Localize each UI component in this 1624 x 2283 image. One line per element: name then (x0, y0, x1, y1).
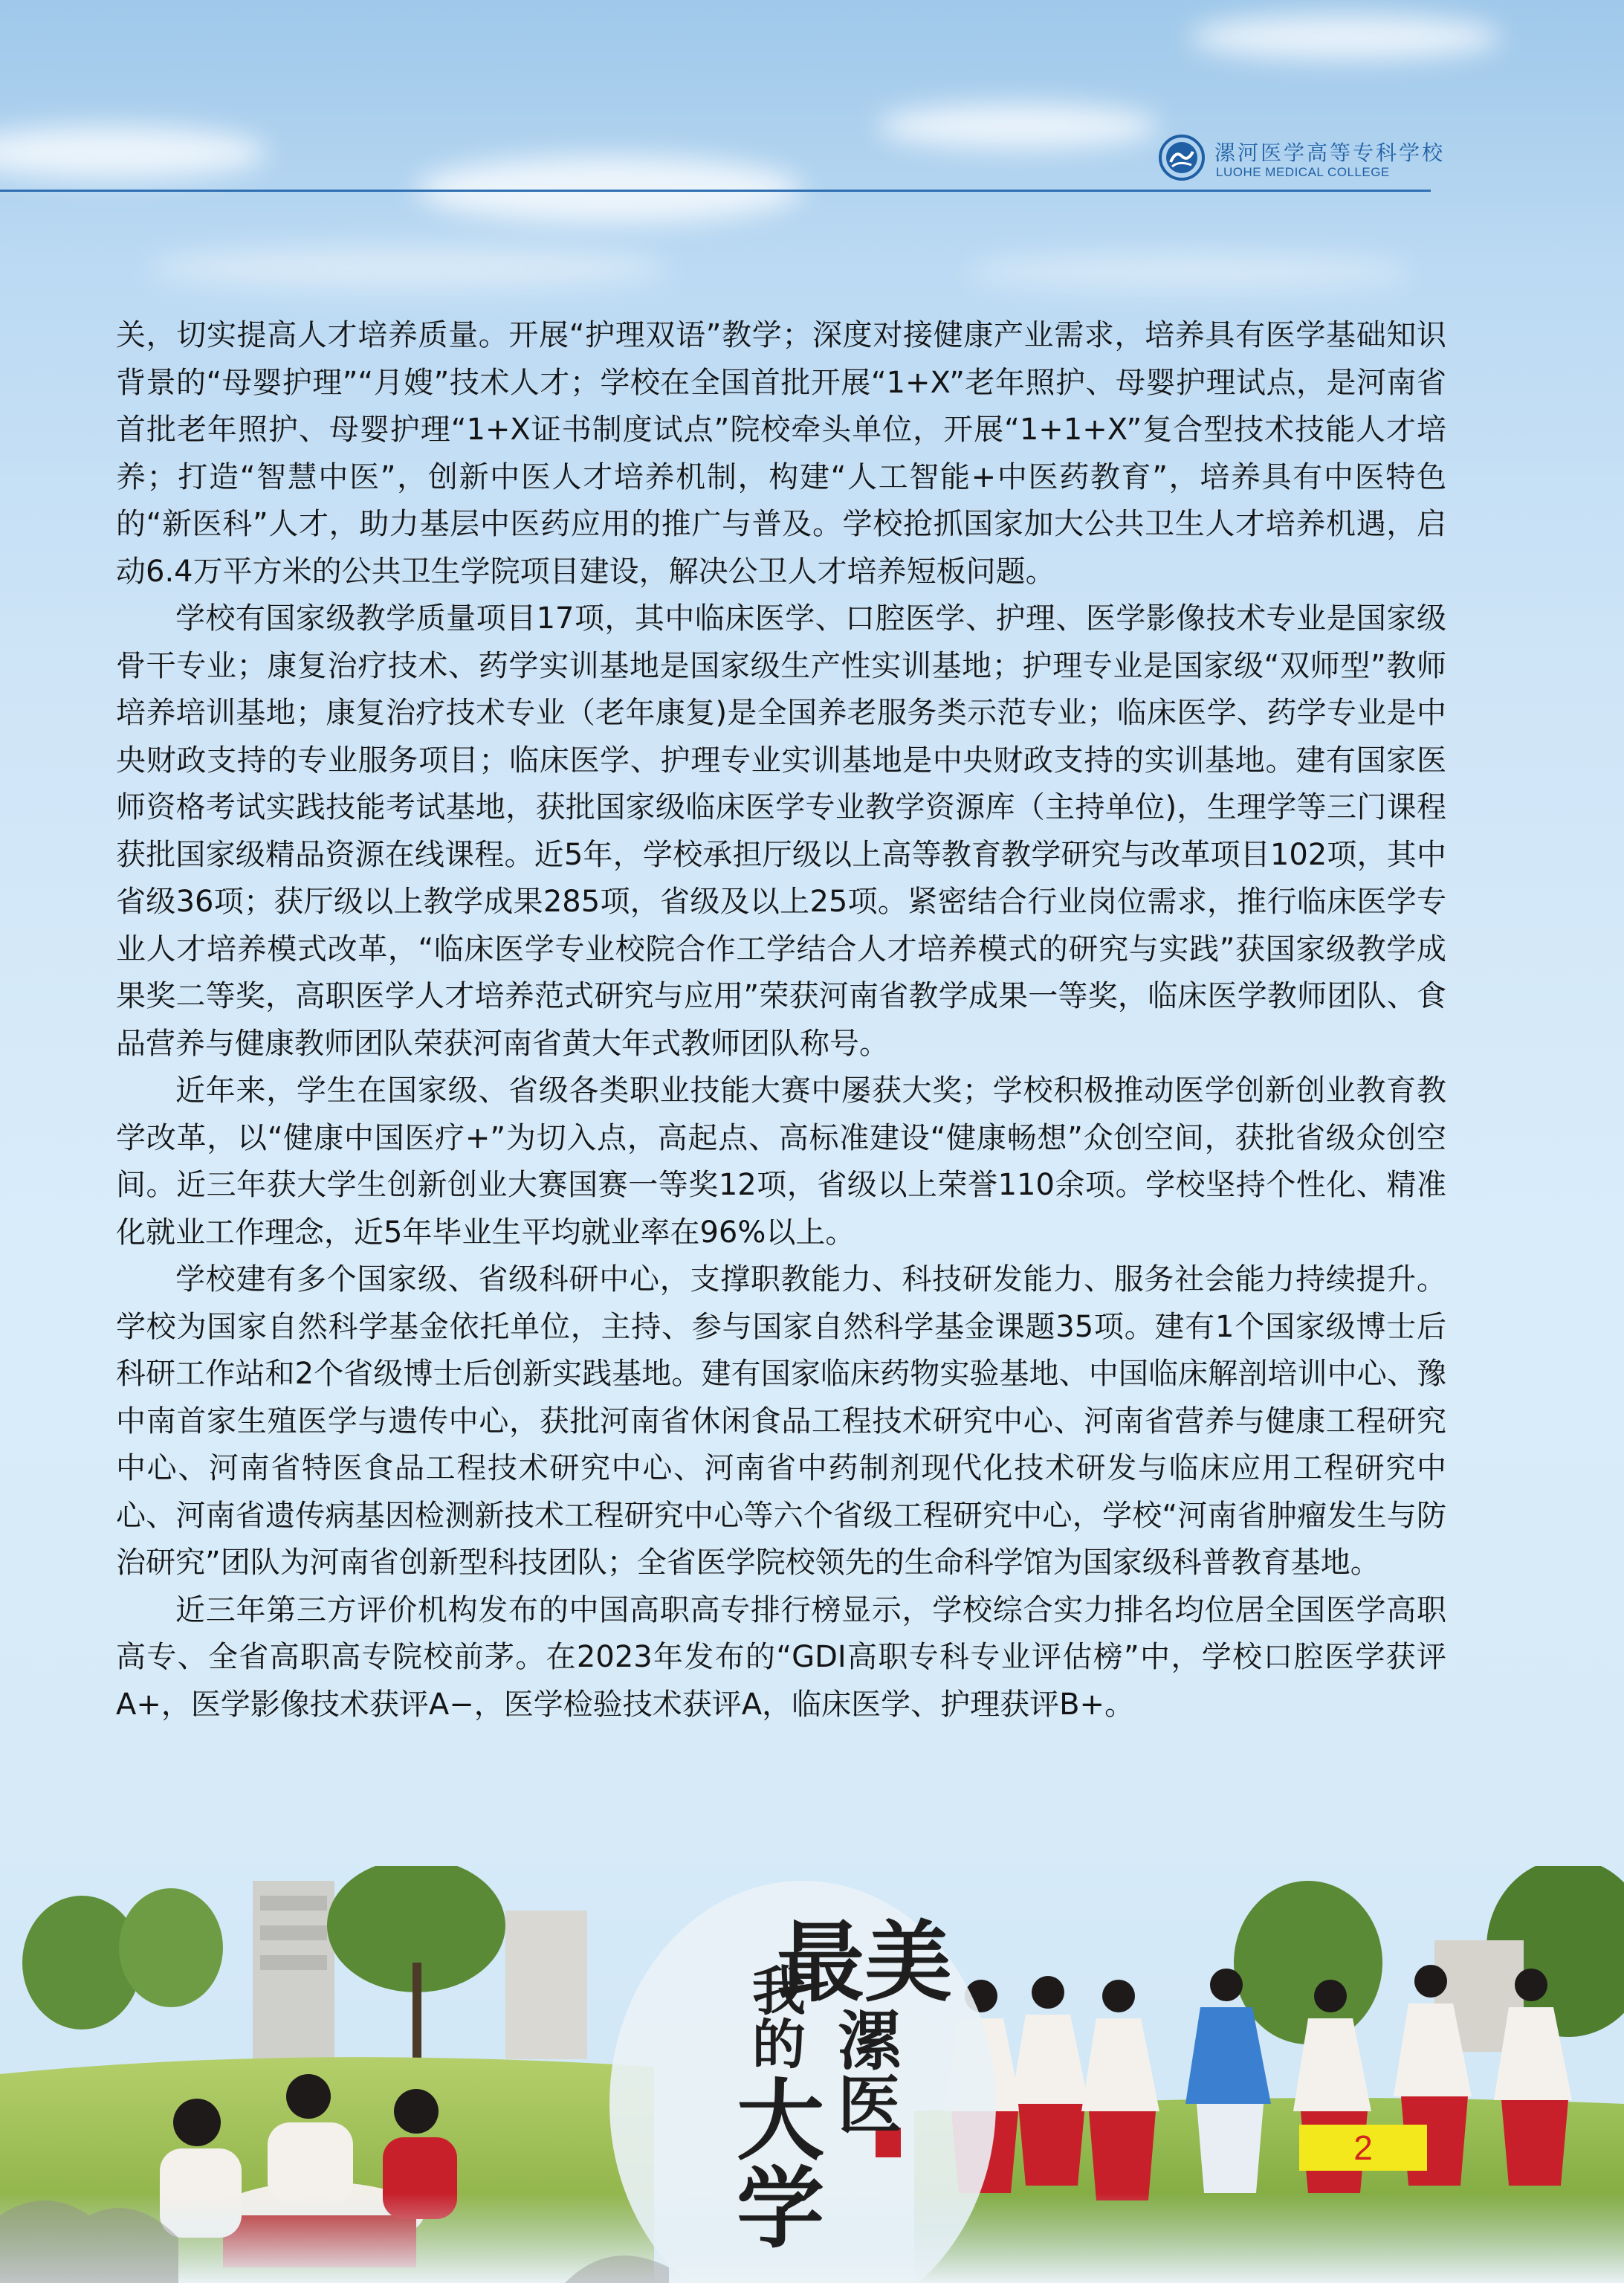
paragraph-4: 学校建有多个国家级、省级科研中心，支撑职教能力、科技研发能力、服务社会能力持续提升。学校为国家自然科学基金依托单位，主持、参与国家自然科学基金课题35项。建有1个国家级博士后科研工作站和2个省级博士后创新实践基地。建有国家临床药物实验基地、中国临床解剖培训中心、豫中南首家生殖医学与遗传中心，获批河南省休闲食品工程技术研究中心、河南省营养与健康工程研究中心、河南省特医食品工程技术研究中心、河南省中药制剂现代化技术研发与临床应用工程研究中心、河南省遗传病基因检测新技术工程研究中心等六个省级工程研究中心，学校“河南省肿瘤发生与防治研究”团队为河南省创新型科技团队；全省医学院校领先的生命科学馆为国家级科普教育基地。 (116, 1262, 1446, 1580)
cloud-decoration (0, 126, 268, 178)
college-name-en: LUOHE MEDICAL COLLEGE (1216, 165, 1390, 179)
paragraph-1: 关，切实提高人才培养质量。开展“护理双语”教学；深度对接健康产业需求，培养具有医学基础知识背景的“母婴护理”“月嫂”技术人才；学校在全国首批开展“1+X”老年照护、母婴护理试点，是河南省首批老年照护、母婴护理“1+X证书制度试点”院校牵头单位，开展“1+1+X”复合型技术技能人才培养；打造“智慧中医”，创新中医人才培养机制，构建“人工智能+中医药教育”，培养具有中医特色的“新医科”人才，助力基层中医药应用的推广与普及。学校抢抓国家加大公共卫生人才培养机遇，启动6.4万平方米的公共卫生学院项目建设，解决公卫人才培养短板问题。 (116, 318, 1446, 589)
page-number: 2 (1353, 2128, 1373, 2167)
college-logo (1158, 134, 1446, 186)
calligraphy-zuimei: 最美 (777, 1911, 953, 2014)
college-emblem-icon (1158, 134, 1206, 181)
header-divider (0, 190, 1431, 192)
cloud-decoration (1189, 15, 1501, 59)
paragraph-5: 近三年第三方评价机构发布的中国高职高专排行榜显示，学校综合实力排名均位居全国医学高职高专、全省高职高专院校前茅。在2023年发布的“GDI高职专科专业评估榜”中，学校口腔医学获评A+，医学影像技术获评A−，医学检验技术获评A，临床医学、护理获评B+。 (116, 1592, 1446, 1722)
calligraphy-daxue: 大学 (722, 2074, 825, 2250)
college-name-cn: 漯河医学高等专科学校 (1214, 141, 1446, 165)
cloud-decoration (966, 253, 1412, 290)
cloud-decoration (877, 104, 1159, 149)
paragraph-2: 学校有国家级教学质量项目17项，其中临床医学、口腔医学、护理、医学影像技术专业是国家级骨干专业；康复治疗技术、药学实训基地是国家级生产性实训基地；护理专业是国家级“双师型”教师培养培训基地；康复治疗技术专业（老年康复)是全国养老服务类示范专业；临床医学、药学专业是中央财政支持的专业服务项目；临床医学、护理专业实训基地是中央财政支持的实训基地。建有国家医师资格考试实践技能考试基地，获批国家级临床医学专业教学资源库（主持单位)，生理学等三门课程获批国家级精品资源在线课程。近5年，学校承担厅级以上高等教育教学研究与改革项目102项，其中省级36项；获厅级以上教学成果285项，省级及以上25项。紧密结合行业岗位需求，推行临床医学专业人才培养模式改革，“临床医学专业校院合作工学结合人才培养模式的研究与实践”获国家级教学成果奖二等奖，高职医学人才培养范式研究与应用”荣获河南省教学成果一等奖，临床医学教师团队、食品营养与健康教师团队荣获河南省黄大年式教师团队称号。 (116, 601, 1446, 1061)
calligraphy-wode: 我的 (743, 1963, 806, 2070)
paragraph-3: 近年来，学生在国家级、省级各类职业技能大赛中屡获大奖；学校积极推动医学创新创业教育教学改革，以“健康中国医疗+”为切入点，高起点、高标准建设“健康畅想”众创空间，获批省级众创空间。近三年获大学生创新创业大赛国赛一等奖12项，省级以上荣誉110余项。学校坚持个性化、精准化就业工作理念，近5年毕业生平均就业率在96%以上。 (116, 1073, 1446, 1250)
cloud-decoration (149, 245, 669, 290)
calligraphy-luoyi: 漯医 (826, 2007, 902, 2135)
article-body (116, 312, 1446, 1728)
